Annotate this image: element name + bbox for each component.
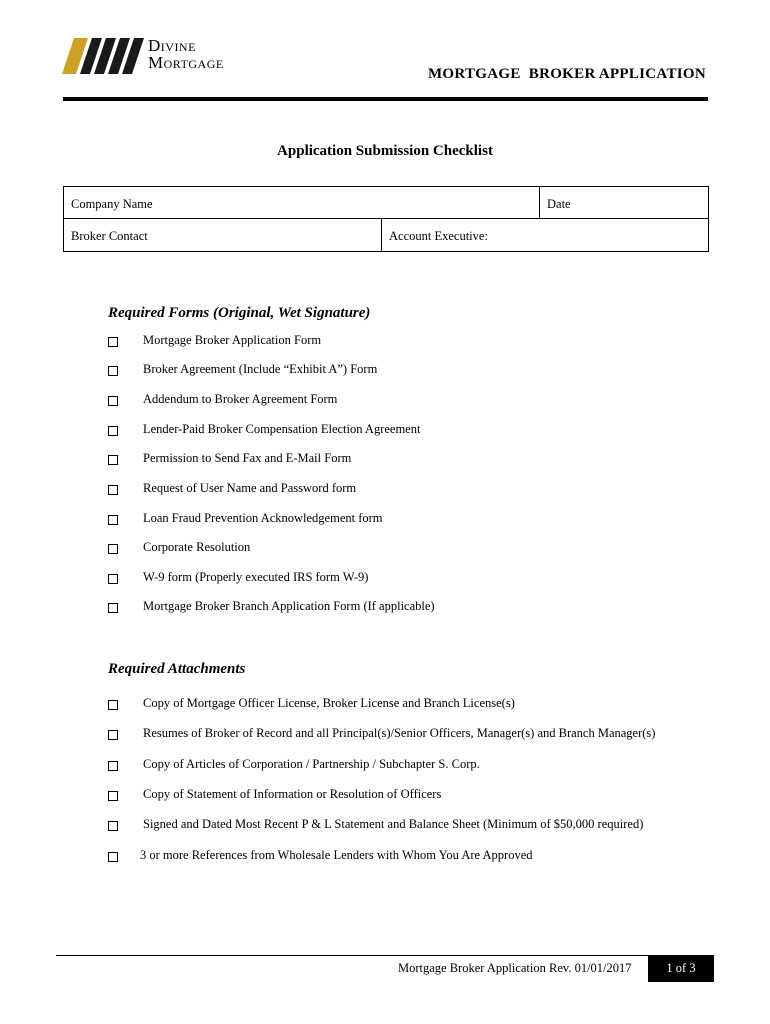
checkbox[interactable] xyxy=(108,485,118,495)
checklist-item[interactable] xyxy=(108,787,442,804)
info-table xyxy=(63,186,709,252)
required-attachments-heading: Required Attachments xyxy=(108,661,246,677)
checklist-item[interactable] xyxy=(108,817,644,834)
checklist-item[interactable] xyxy=(108,726,656,743)
checklist-item[interactable] xyxy=(108,757,480,774)
checklist-title: Application Submission Checklist xyxy=(277,143,493,159)
checklist-item[interactable] xyxy=(108,570,369,587)
checklist-item[interactable] xyxy=(108,333,322,350)
checklist-item-label: Permission to Send Fax and E-Mail Form xyxy=(143,451,352,465)
checkbox[interactable] xyxy=(108,700,118,710)
checkbox[interactable] xyxy=(108,396,118,406)
date-label: Date xyxy=(547,197,571,211)
checklist-item[interactable] xyxy=(108,540,251,557)
checklist-item-label: Mortgage Broker Branch Application Form (If applicable) xyxy=(143,599,435,613)
checkbox[interactable] xyxy=(108,515,118,525)
checklist-item[interactable] xyxy=(108,511,383,528)
checkbox[interactable] xyxy=(108,544,118,554)
logo-line-1: Divine xyxy=(148,36,196,55)
checklist-item-label: Broker Agreement (Include “Exhibit A”) Form xyxy=(143,362,378,376)
account-executive-field[interactable] xyxy=(382,219,708,251)
checklist-item[interactable] xyxy=(108,848,533,865)
logo-line-2: Mortgage xyxy=(148,53,224,72)
checklist-item-label: Mortgage Broker Application Form xyxy=(143,333,322,347)
checklist-item-label: 3 or more References from Wholesale Lenders with Whom You Are Approved xyxy=(140,848,533,862)
checkbox[interactable] xyxy=(108,730,118,740)
checklist-item-label: Copy of Statement of Information or Resolution of Officers xyxy=(143,787,442,801)
checklist-item[interactable] xyxy=(108,451,352,468)
document-title: MORTGAGE BROKER APPLICATION xyxy=(427,66,706,82)
checkbox[interactable] xyxy=(108,791,118,801)
checkbox[interactable] xyxy=(108,455,118,465)
checklist-item[interactable] xyxy=(108,599,435,616)
company-name-field[interactable] xyxy=(64,187,540,219)
checklist-item[interactable] xyxy=(108,422,421,439)
checklist-item-label: Copy of Articles of Corporation / Partnership / Subchapter S. Corp. xyxy=(143,757,480,771)
checklist-item-label: Corporate Resolution xyxy=(143,540,251,554)
checkbox[interactable] xyxy=(108,366,118,376)
checklist-item-label: Resumes of Broker of Record and all Principal(s)/Senior Officers, Manager(s) and Branch Manager(s) xyxy=(143,726,656,740)
date-field[interactable] xyxy=(540,187,708,219)
checkbox[interactable] xyxy=(108,337,118,347)
checklist-item[interactable] xyxy=(108,481,357,498)
footer-rule xyxy=(56,955,648,956)
checklist-item-label: Signed and Dated Most Recent P & L Statement and Balance Sheet (Minimum of $50,000 required) xyxy=(143,817,644,831)
checkbox[interactable] xyxy=(108,426,118,436)
checklist-item-label: Request of User Name and Password form xyxy=(143,481,357,495)
account-executive-label: Account Executive: xyxy=(389,229,488,243)
checklist-item-label: Addendum to Broker Agreement Form xyxy=(143,392,338,406)
broker-contact-field[interactable] xyxy=(64,219,382,251)
page-number: 1 of 3 xyxy=(648,955,714,982)
checkbox[interactable] xyxy=(108,574,118,584)
broker-contact-label: Broker Contact xyxy=(71,229,148,243)
checklist-item-label: Lender-Paid Broker Compensation Election Agreement xyxy=(143,422,421,436)
checklist-item-label: Copy of Mortgage Officer License, Broker License and Branch License(s) xyxy=(143,696,515,710)
logo-wordmark xyxy=(148,37,224,71)
header-rule xyxy=(63,97,708,101)
checklist-item-label: W-9 form (Properly executed IRS form W-9) xyxy=(143,570,369,584)
logo-stripes-icon xyxy=(62,38,152,74)
checklist-item[interactable] xyxy=(108,392,338,409)
checklist-item-label: Loan Fraud Prevention Acknowledgement form xyxy=(143,511,383,525)
checkbox[interactable] xyxy=(108,603,118,613)
checkbox[interactable] xyxy=(108,821,118,831)
checkbox[interactable] xyxy=(108,761,118,771)
checklist-item[interactable] xyxy=(108,362,378,379)
checkbox[interactable] xyxy=(108,852,118,862)
footer-revision: Mortgage Broker Application Rev. 01/01/2017 xyxy=(398,961,632,975)
checklist-item[interactable] xyxy=(108,696,515,713)
required-forms-heading: Required Forms (Original, Wet Signature) xyxy=(108,305,371,321)
company-name-label: Company Name xyxy=(71,197,153,211)
